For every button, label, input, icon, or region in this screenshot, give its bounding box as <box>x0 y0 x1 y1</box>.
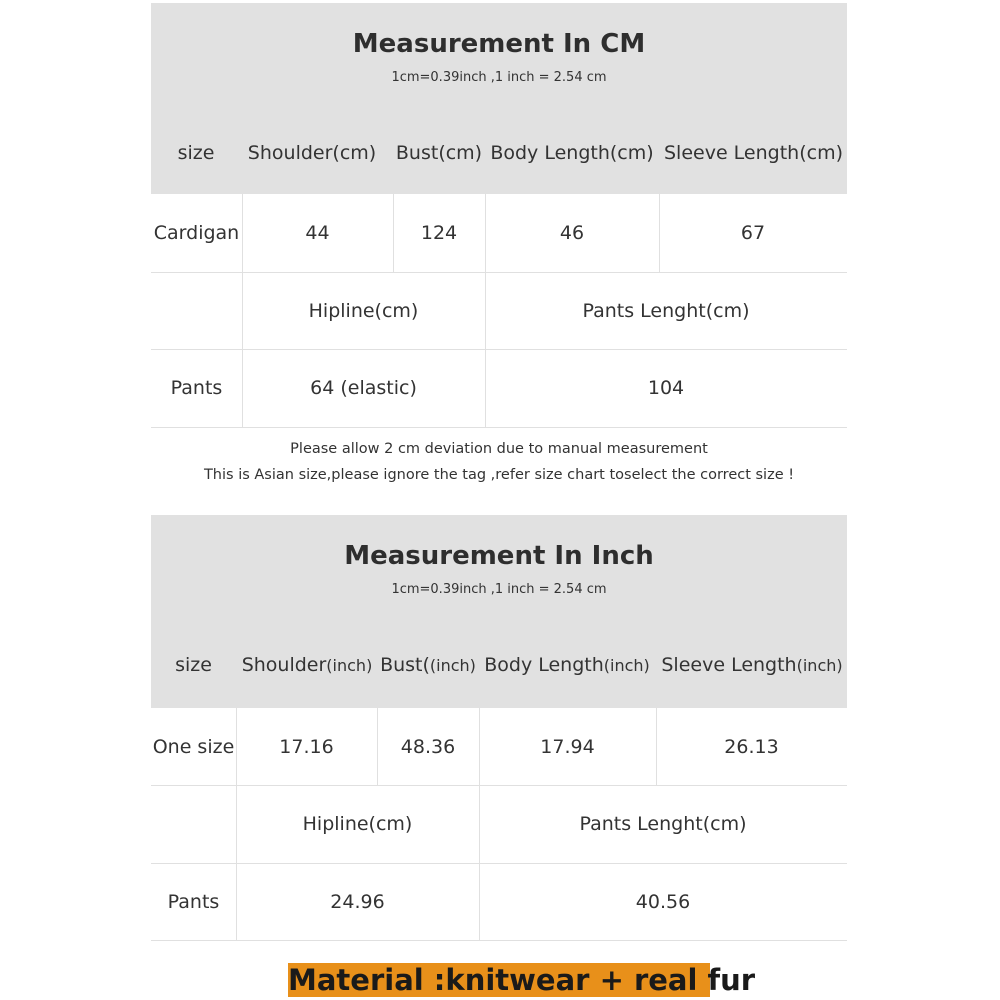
cm-header-size: size <box>177 142 215 164</box>
inch-header-band <box>151 515 847 708</box>
inch-header-shoulder-label: Shoulder <box>241 654 327 676</box>
grid-line <box>393 194 394 272</box>
cm-pants-header-length: Pants Lenght(cm) <box>582 299 750 322</box>
cm-pants-label: Pants <box>170 377 223 399</box>
inch-header-sleeve-length-unit: (inch) <box>796 656 843 675</box>
cm-header-shoulder: Shoulder(cm) <box>247 142 377 164</box>
cm-pants-header-hipline: Hipline(cm) <box>308 299 419 322</box>
grid-line <box>151 427 847 428</box>
grid-line <box>151 272 847 273</box>
cm-cardigan-bust: 124 <box>420 222 458 244</box>
inch-pants-length: 40.56 <box>635 891 691 913</box>
cm-cardigan-sleeve-length: 67 <box>740 222 766 244</box>
grid-line <box>242 194 243 427</box>
cm-header-band <box>151 3 847 194</box>
cm-header-sleeve-length: Sleeve Length(cm) <box>663 142 843 164</box>
inch-pants-label: Pants <box>167 891 220 913</box>
inch-header-body-length-unit: (inch) <box>603 656 650 675</box>
inch-header-body-length <box>481 650 653 680</box>
inch-header-sleeve-length <box>657 650 847 680</box>
cm-cardigan-label: Cardigan <box>153 222 240 244</box>
inch-onesize-shoulder: 17.16 <box>279 735 334 758</box>
inch-header-size: size <box>175 654 212 676</box>
inch-header-sleeve-length-label: Sleeve Length <box>661 654 797 676</box>
inch-onesize-sleeve-length: 26.13 <box>724 735 779 758</box>
inch-header-shoulder <box>237 650 377 680</box>
cm-cardigan-shoulder: 44 <box>305 222 330 244</box>
inch-header-body-length-label: Body Length <box>484 654 604 676</box>
grid-line <box>656 708 657 785</box>
grid-line <box>236 708 237 941</box>
cm-pants-length: 104 <box>647 377 685 399</box>
cm-table-body <box>151 194 847 513</box>
inch-header-bust-label: Bust( <box>380 654 430 676</box>
inch-title: Measurement In Inch <box>344 541 654 571</box>
cm-pants-hipline: 64 (elastic) <box>310 377 417 399</box>
inch-table-body <box>151 708 847 941</box>
measurement-inch-section <box>151 515 847 941</box>
grid-line <box>479 708 480 941</box>
inch-header-bust-unit: (inch) <box>429 656 476 675</box>
inch-pants-header-length: Pants Lenght(cm) <box>579 813 747 835</box>
inch-pants-header-hipline: Hipline(cm) <box>302 813 413 835</box>
inch-header-bust <box>378 650 478 680</box>
inch-header-shoulder-unit: (inch) <box>326 656 373 675</box>
inch-pants-hipline: 24.96 <box>330 891 385 913</box>
cm-header-bust: Bust(cm) <box>395 142 483 164</box>
inch-onesize-body-length: 17.94 <box>540 735 595 758</box>
cm-notes <box>151 436 847 488</box>
grid-line <box>485 194 486 427</box>
cm-cardigan-body-length: 46 <box>559 222 585 244</box>
grid-line <box>377 708 378 785</box>
grid-line <box>151 940 847 941</box>
grid-line <box>151 863 847 864</box>
grid-line <box>151 349 847 350</box>
grid-line <box>659 194 660 272</box>
inch-column-headers <box>151 650 847 680</box>
inch-onesize-bust: 48.36 <box>400 735 456 758</box>
cm-column-headers <box>151 138 847 168</box>
cm-title: Measurement In CM <box>352 29 646 59</box>
asian-size-note: This is Asian size,please ignore the tag ,refer size chart toselect the correct size ! <box>203 467 795 483</box>
inch-conversion-note: 1cm=0.39inch ,1 inch = 2.54 cm <box>391 582 607 597</box>
cm-header-body-length: Body Length(cm) <box>490 142 654 164</box>
grid-line <box>151 785 847 786</box>
cm-conversion-note: 1cm=0.39inch ,1 inch = 2.54 cm <box>391 70 607 85</box>
measurement-cm-section <box>151 3 847 513</box>
inch-onesize-label: One size <box>152 735 235 758</box>
deviation-note: Please allow 2 cm deviation due to manual measurement <box>290 441 708 457</box>
material-banner: Material :knitwear + real fur <box>288 963 756 997</box>
